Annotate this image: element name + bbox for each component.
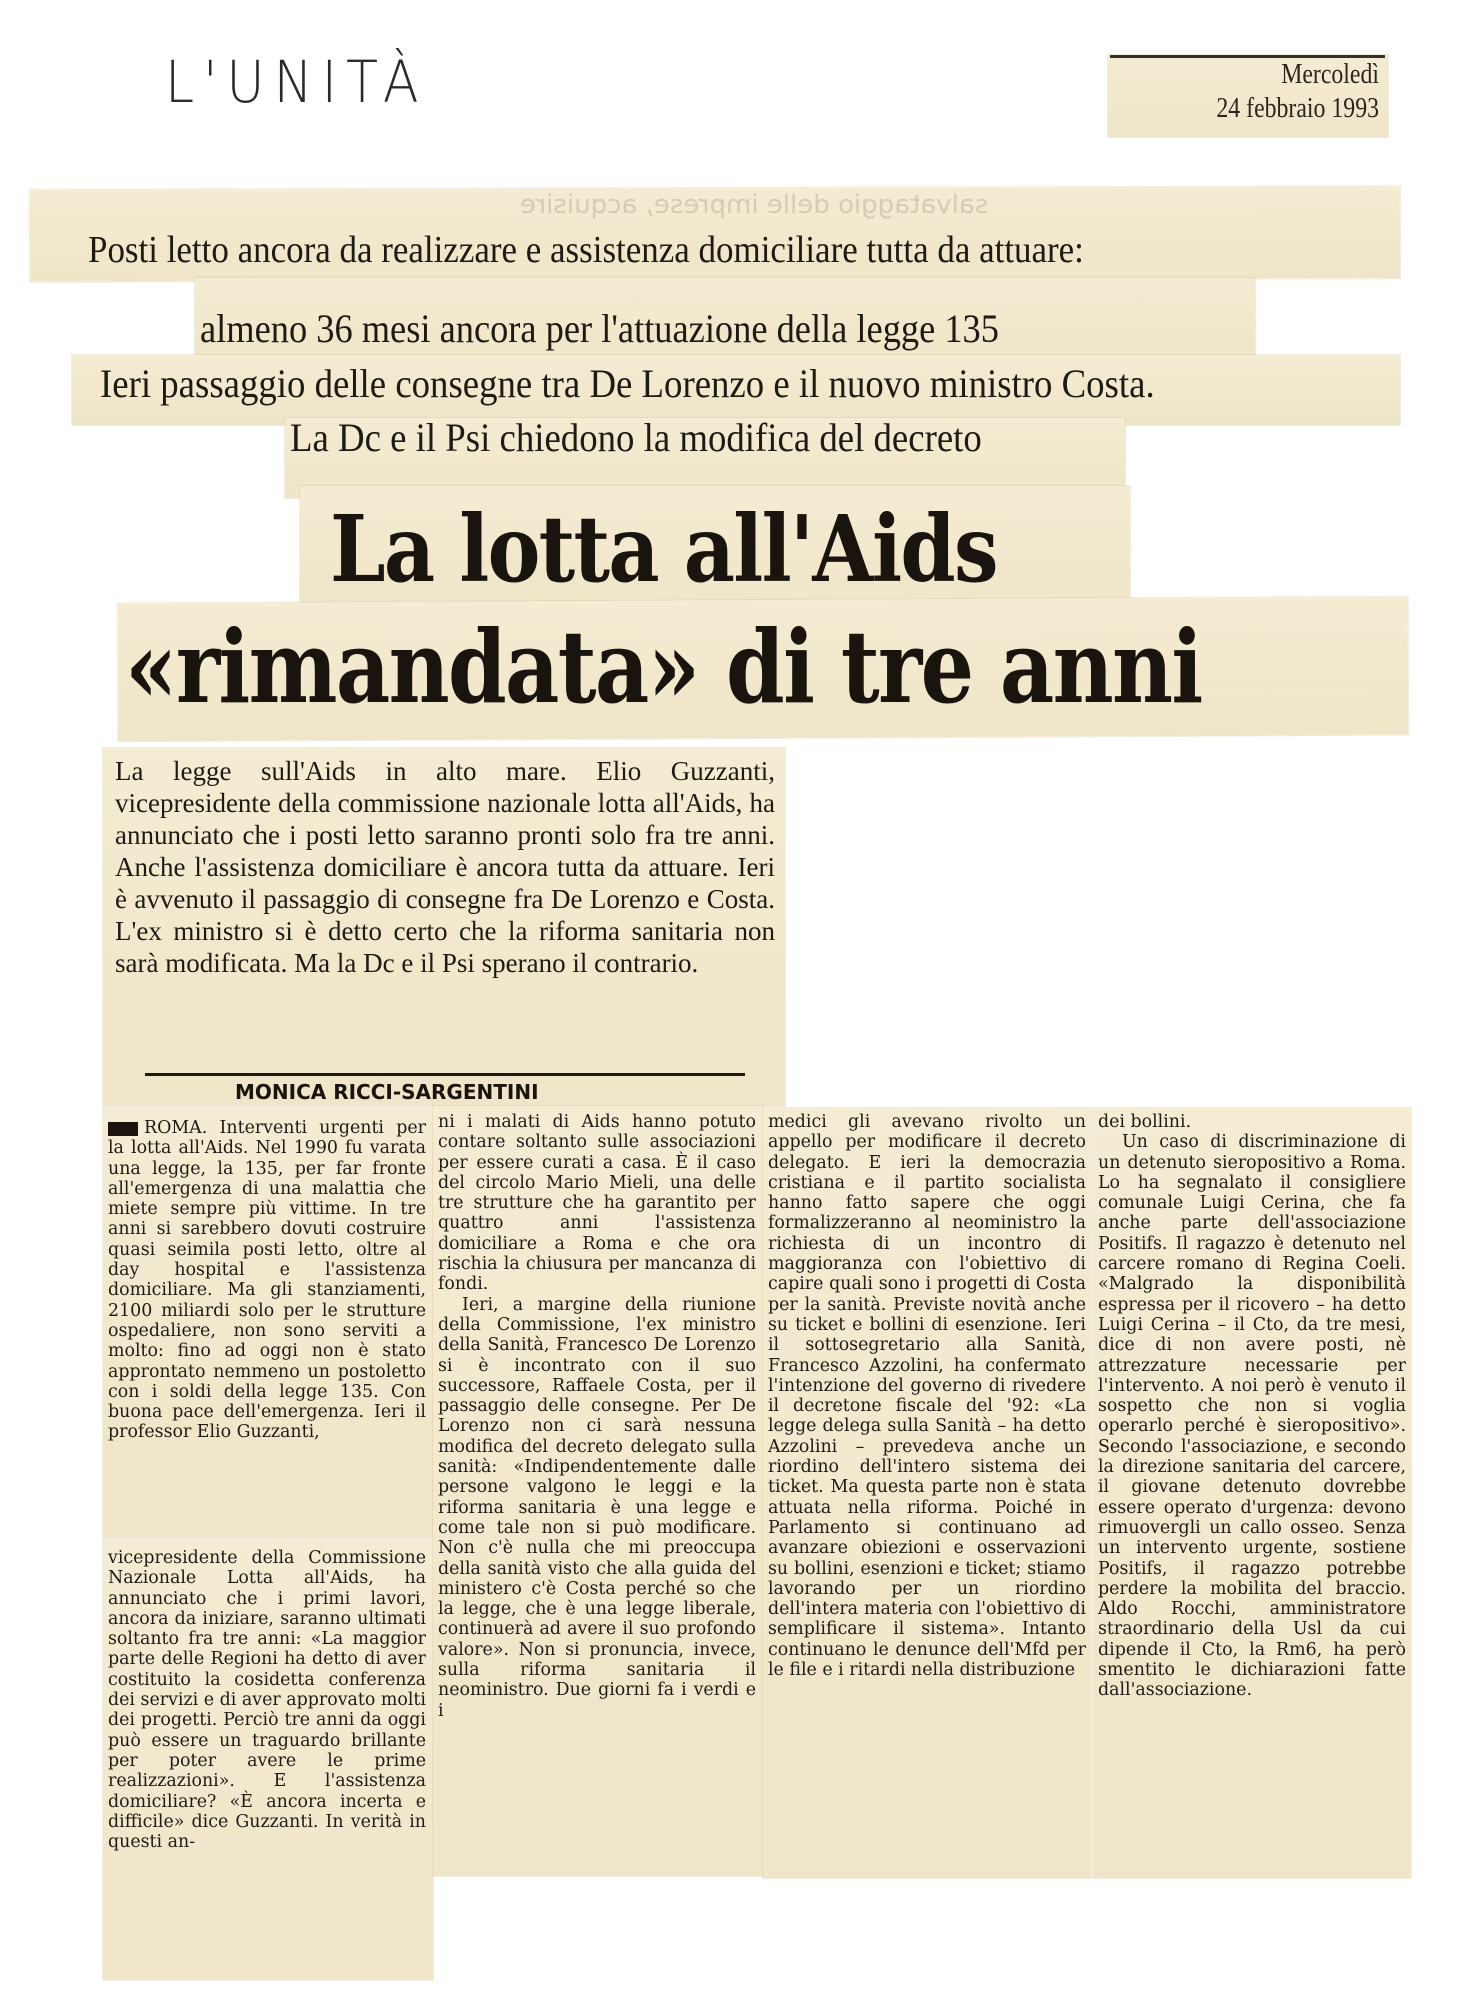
dateline [1110,55,1385,135]
byline-rule [145,1073,745,1076]
ghost-text-bleedthrough: salvataggio delle imprese, acquisire [520,190,989,220]
body-column-2-paragraph-1: ni i malati di Aids hanno potuto contare soltanto sulle associazioni per essere curati a casa. È il caso del circolo Mario Mieli, una delle tre strutture che ha garantito per quattro anni l'assistenza domiciliare a Roma e che ora rischia la chiusura per mancanza di fondi. [438,1112,756,1295]
body-column-1b-text: vicepresidente della Commissione Nazionale Lotta all'Aids, ha annunciato che i primi lavori, ancora da iniziare, saranno ultimati soltanto fra tre anni: «La maggior parte delle Regioni ha detto di aver costituito la cosidetta conferenza dei servizi e di aver approvato molti dei progetti. Perciò tre anni da oggi può essere un traguardo brillante per poter avere le prime realizzazioni». E l'assistenza domiciliare? «È ancora incerta e difficile» dice Guzzanti. In verità in questi an- [108,1548,426,1853]
byline-author: MONICA RICCI-SARGENTINI [235,1080,539,1104]
handwritten-source-label: L'UNITÀ [165,48,428,116]
kicker-line-1: Posti letto ancora da realizzare e assistenza domiciliare tutta da attuare: [88,229,1084,271]
kicker-line-2: almeno 36 mesi ancora per l'attuazione della legge 135 [200,306,999,351]
body-column-1a [108,1118,426,1443]
body-column-2-paragraph-2: Ieri, a margine della riunione della Commissione, l'ex ministro della Sanità, Francesco De Lorenzo si è incontrato con il suo successore, Raffaele Costa, per il passaggio delle consegne. Per De Lorenzo non ci sarà nessuna modifica del decreto delegato sulla sanità: «Indipendentemente dalle persone valgono le leggi e la riforma sanitaria è una legge e come tale non si può modificare. Non c'è nulla che mi preoccupa della sanità visto che alla guida del ministero c'è Costa perché so che la legge, che è una legge liberale, continuerà ad avere il suo profondo valore». Non si pronuncia, invece, sulla riforma sanitaria il neoministro. Due giorni fa i verdi e i [438,1294,756,1721]
dateline-date: 24 febbraio 1993 [1216,93,1379,124]
body-column-1b [108,1548,426,1852]
headline-line-1: La lotta all'Aids [330,495,997,603]
body-column-1a-text: Interventi urgenti per la lotta all'Aids. Nel 1990 fu varata una legge, la 135, per far fronte all'emergenza di una malattia che miete sempre più vittime. In tre anni si sarebbero dovuti costruire quasi seimila posti letto, oltre al day hospital e l'assistenza domiciliare. Ma gli stanziamenti, 2100 miliardi solo per le strutture ospedaliere, non sono serviti a molto: fino ad oggi non è stato approntato nemmeno un postoletto con i soldi della legge 135. Con buona pace dell'emergenza. Ieri il professor Elio Guzzanti, [108,1118,426,1443]
body-column-4-paragraph-2: Un caso di discriminazione di un detenuto sieropositivo a Roma. Lo ha segnalato il consigliere comunale Luigi Cerina, che fa anche parte dell'associazione Positifs. Il ragazzo è detenuto nel carcere romano di Regina Coeli. «Malgrado la disponibilità espressa per il ricovero – ha detto Luigi Cerina – il Cto, da tre mesi, dice di non avere posti, nè attrezzature necessarie per l'intervento. A noi però è venuto il sospetto che non si voglia operarlo perché è sieropositivo». Secondo l'associazione, e secondo la direzione sanitaria del carcere, il giovane detenuto dovrebbe essere operato d'urgenza: devono rimuovergli un callo osseo. Senza un intervento urgente, sostiene Positifs, il ragazzo potrebbe perdere la mobilita del braccio. Aldo Rocchi, amministratore straordinario della Usl da cui dipende il Cto, la Rm6, ha però smentito le dichiarazioni fatte dall'associazione. [1098,1132,1406,1701]
kicker-line-3: Ieri passaggio delle consegne tra De Lorenzo e il nuovo ministro Costa. [100,361,1155,406]
article-summary: La legge sull'Aids in alto mare. Elio Guzzanti, vicepresidente della commissione nazionale lotta all'Aids, ha annunciato che i posti letto saranno pronti solo fra tre anni. Anche l'assistenza domiciliare è ancora tutta da attuare. Ieri è avvenuto il passaggio di consegne fra De Lorenzo e Costa. L'ex ministro si è detto certo che la riforma sanitaria non sarà modificata. Ma la Dc e il Psi sperano il contrario. [115,756,775,978]
body-column-4-paragraph-1: dei bollini. [1098,1112,1192,1132]
body-column-3 [768,1112,1086,1680]
dateline-weekday: Mercoledì [1281,59,1379,90]
body-column-3-text: medici gli avevano rivolto un appello per modificare il decreto delegato. E ieri la democrazia cristiana e il partito socialista hanno fatto sapere che oggi formalizzeranno al neoministro la richiesta di un incontro di maggioranza con l'obiettivo di capire quali sono i progetti di Costa per la sanità. Previste novità anche su ticket e bollini di esenzione. Ieri il sottosegretario alla Sanità, Francesco Azzolini, ha confermato l'intenzione del governo di rivedere il decretone fiscale del '92: «La legge delega sulla Sanità – ha detto Azzolini – prevedeva anche un riordino dell'intero sistema dei ticket. Ma questa parte non è stata attuata nella riforma. Poiché in Parlamento si continuano ad avanzare obiezioni e osservazioni su bollini, esenzioni e ticket; stiamo lavorando per un riordino dell'intera materia con l'obiettivo di semplificare il sistema». Intanto continuano le denunce dell'Mfd per le file e i ritardi nella distribuzione [768,1112,1086,1681]
body-column-2 [438,1112,756,1721]
body-column-4 [1098,1112,1406,1701]
body-dateline-city: ROMA. [144,1118,208,1138]
headline-line-2: «rimandata» di tre anni [125,608,1202,726]
kicker-line-4: La Dc e il Psi chiedono la modifica del decreto [290,415,982,460]
dateline-marker-square [108,1122,138,1136]
